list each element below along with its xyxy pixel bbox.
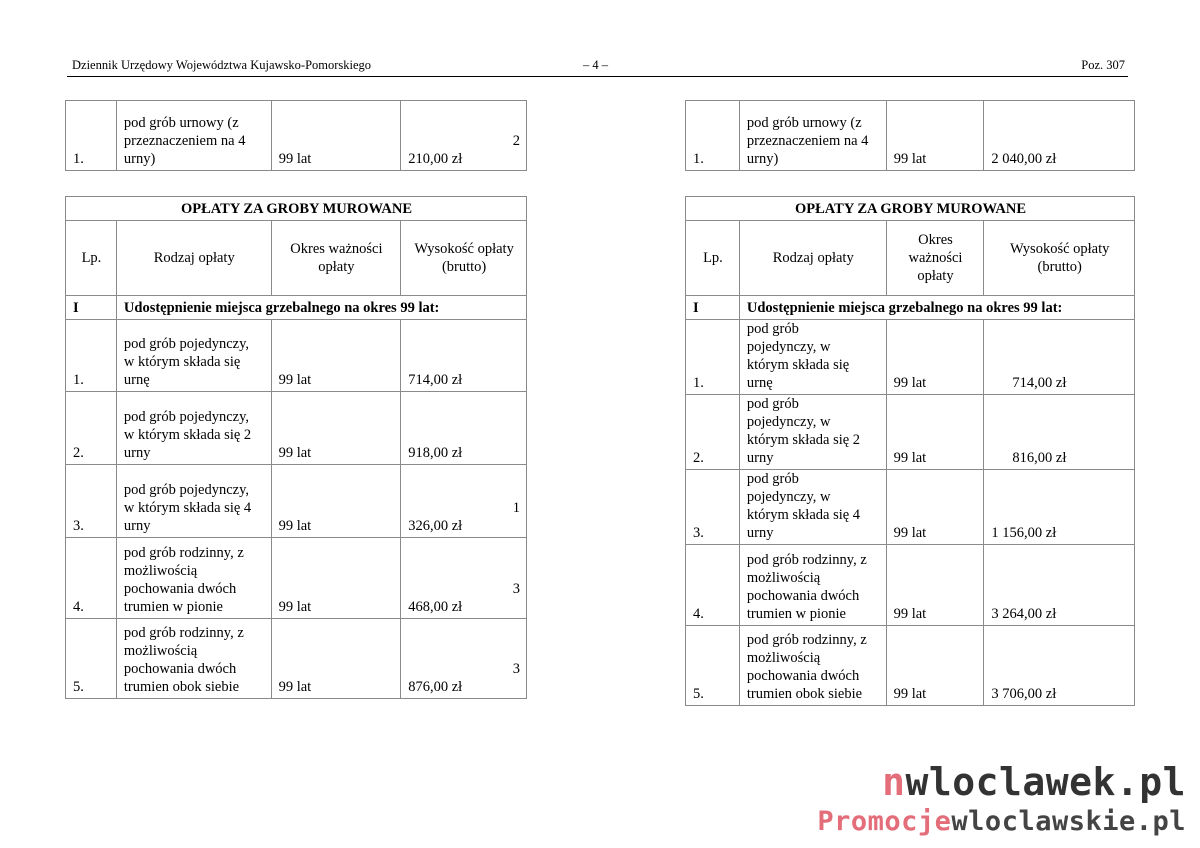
left-top-partial-table: [65, 100, 527, 171]
fee-type-cell: pod grób rodzinny, z możliwością pochowania dwóch trumien obok siebie: [739, 626, 886, 706]
period-cell: 99 lat: [886, 545, 984, 626]
lp-cell: 3.: [66, 465, 117, 538]
period-cell: 99 lat: [271, 465, 401, 538]
header-page-number: – 4 –: [583, 58, 608, 72]
lp-cell: 4.: [686, 545, 740, 626]
amount-cell: [401, 465, 527, 538]
header-fee-type: Rodzaj opłaty: [116, 221, 271, 296]
lp-cell: 2.: [66, 392, 117, 465]
table-row: [686, 626, 1135, 706]
header-lp: Lp.: [686, 221, 740, 296]
fee-type-cell: pod grób rodzinny, z możliwością pochowania dwóch trumien obok siebie: [116, 619, 271, 699]
left-fees-table: [65, 196, 527, 699]
section-label: Udostępnienie miejsca grzebalnego na okres 99 lat:: [116, 296, 526, 320]
table-row: [66, 465, 527, 538]
watermark-accent: n: [882, 760, 906, 804]
right-fees-table: [685, 196, 1135, 706]
amount-value: 876,00 zł: [408, 679, 463, 695]
lp-cell: 5.: [66, 619, 117, 699]
table-title: OPŁATY ZA GROBY MUROWANE: [66, 197, 527, 221]
fee-type-cell: pod grób pojedynczy, w którym składa się 2 urny: [739, 395, 886, 470]
period-cell: 99 lat: [886, 101, 984, 171]
period-cell: 99 lat: [271, 320, 401, 392]
header-lp: Lp.: [66, 221, 117, 296]
fee-type-cell: pod grób urnowy (z przeznaczeniem na 4 urny): [116, 101, 271, 171]
amount-cell: [401, 538, 527, 619]
table-row: [686, 320, 1135, 395]
lp-cell: 3.: [686, 470, 740, 545]
amount-prefix: 2: [512, 133, 520, 149]
fee-type-cell: pod grób urnowy (z przeznaczeniem na 4 urny): [739, 101, 886, 171]
table-title: OPŁATY ZA GROBY MUROWANE: [686, 197, 1135, 221]
table-row: [66, 538, 527, 619]
fee-type-cell: pod grób pojedynczy, w którym składa się 4 urny: [739, 470, 886, 545]
fee-type-cell: pod grób pojedynczy, w którym składa się 4 urny: [116, 465, 271, 538]
period-cell: 99 lat: [886, 626, 984, 706]
lp-cell: 1.: [66, 320, 117, 392]
table-row: [686, 101, 1135, 171]
amount-cell: 714,00 zł: [984, 320, 1135, 395]
watermark-rest: wloclawek.pl: [905, 760, 1186, 804]
period-cell: 99 lat: [271, 101, 401, 171]
header-fee-type: Rodzaj opłaty: [739, 221, 886, 296]
amount-prefix: 3: [512, 581, 520, 597]
fee-type-cell: pod grób rodzinny, z możliwością pochowania dwóch trumien w pionie: [739, 545, 886, 626]
period-cell: 99 lat: [271, 538, 401, 619]
amount-value: 326,00 zł: [408, 518, 463, 534]
period-cell: 99 lat: [886, 320, 984, 395]
table-row: [66, 101, 527, 171]
table-title-row: [66, 197, 527, 221]
right-top-partial-table: [685, 100, 1135, 171]
amount-cell: 3 706,00 zł: [984, 626, 1135, 706]
amount-value: 210,00 zł: [408, 151, 463, 167]
table-header-row: [686, 221, 1135, 296]
table-row: [686, 545, 1135, 626]
period-cell: 99 lat: [271, 619, 401, 699]
fee-type-cell: pod grób pojedynczy, w którym składa się 2 urny: [116, 392, 271, 465]
amount-cell: 714,00 zł: [401, 320, 527, 392]
section-label: Udostępnienie miejsca grzebalnego na okres 99 lat:: [739, 296, 1134, 320]
lp-cell: 1.: [686, 320, 740, 395]
amount-cell: 918,00 zł: [401, 392, 527, 465]
table-title-row: [686, 197, 1135, 221]
table-row: [66, 392, 527, 465]
header-validity: Okres ważności opłaty: [271, 221, 401, 296]
watermark-accent: Promocje: [817, 806, 952, 837]
header-amount: Wysokość opłaty (brutto): [984, 221, 1135, 296]
fee-type-cell: pod grób pojedynczy, w którym składa się urnę: [739, 320, 886, 395]
header-journal-title: Dziennik Urzędowy Województwa Kujawsko-Pomorskiego: [72, 58, 372, 72]
lp-cell: 2.: [686, 395, 740, 470]
watermark-site-name: [882, 760, 1186, 804]
lp-cell: 1.: [66, 101, 117, 171]
amount-cell: [401, 101, 527, 171]
fee-type-cell: pod grób pojedynczy, w którym składa się urnę: [116, 320, 271, 392]
amount-cell: 3 264,00 zł: [984, 545, 1135, 626]
period-cell: 99 lat: [886, 470, 984, 545]
amount-cell: 816,00 zł: [984, 395, 1135, 470]
table-row: [686, 395, 1135, 470]
table-header-row: [66, 221, 527, 296]
amount-cell: 2 040,00 zł: [984, 101, 1135, 171]
section-lp: I: [686, 296, 740, 320]
fee-type-cell: pod grób rodzinny, z możliwością pochowania dwóch trumien w pionie: [116, 538, 271, 619]
section-row: [686, 296, 1135, 320]
header-validity: Okres ważności opłaty: [886, 221, 984, 296]
table-row: [66, 320, 527, 392]
amount-cell: [401, 619, 527, 699]
header-rule: [67, 76, 1128, 77]
amount-value: 468,00 zł: [408, 599, 463, 615]
table-row: [66, 619, 527, 699]
section-row: [66, 296, 527, 320]
section-lp: I: [66, 296, 117, 320]
amount-prefix: 3: [512, 661, 520, 677]
watermark-rest: wloclawskie.pl: [951, 806, 1186, 837]
lp-cell: 1.: [686, 101, 740, 171]
lp-cell: 5.: [686, 626, 740, 706]
period-cell: 99 lat: [886, 395, 984, 470]
period-cell: 99 lat: [271, 392, 401, 465]
watermark-promo-site: [817, 806, 1186, 837]
lp-cell: 4.: [66, 538, 117, 619]
amount-prefix: 1: [512, 500, 520, 516]
header-position: Poz. 307: [1081, 58, 1125, 72]
header-amount: Wysokość opłaty (brutto): [401, 221, 527, 296]
amount-cell: 1 156,00 zł: [984, 470, 1135, 545]
table-row: [686, 470, 1135, 545]
